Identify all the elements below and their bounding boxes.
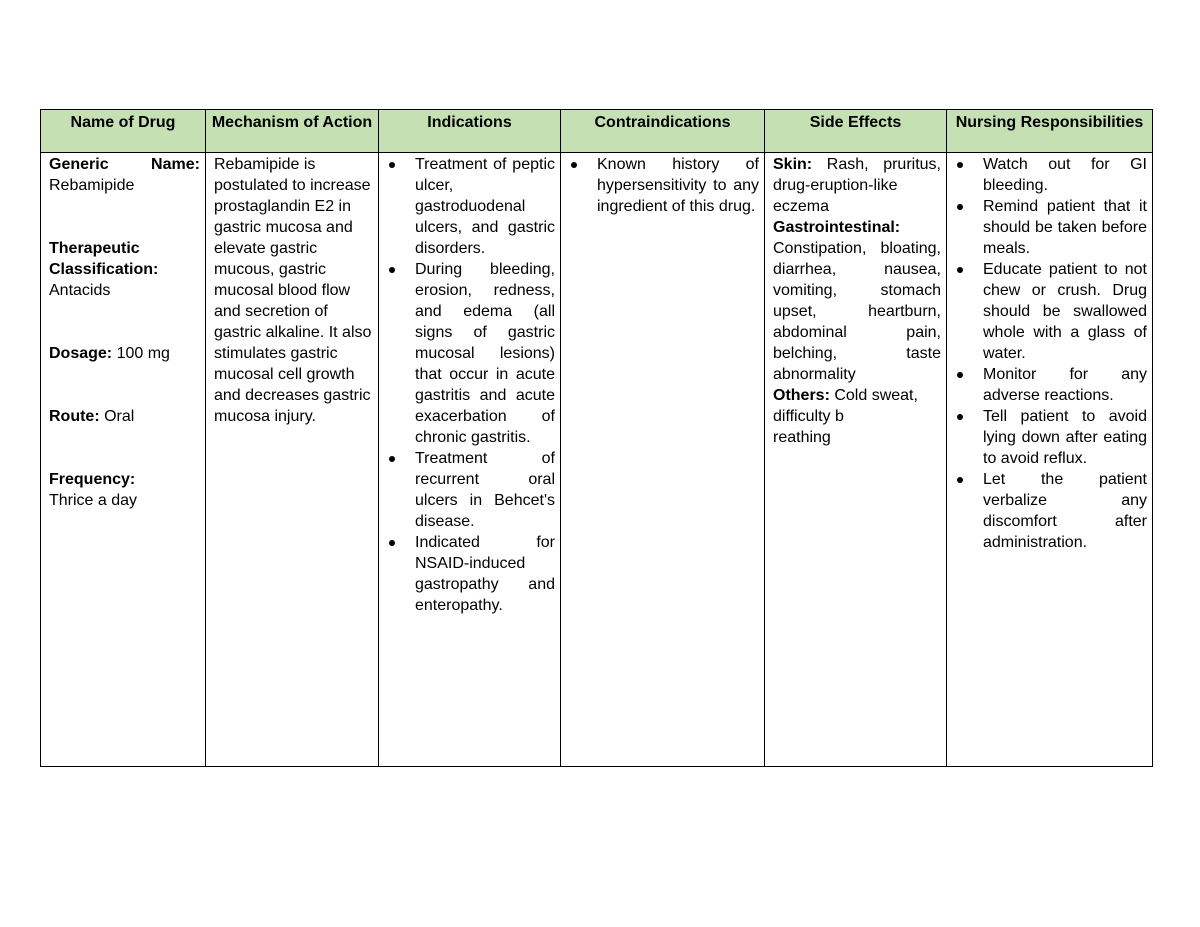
drug-study-table xyxy=(40,109,1153,767)
cell-name-of-drug xyxy=(41,153,206,767)
cell-side-effects xyxy=(765,153,947,767)
header-indications: Indications xyxy=(379,110,561,153)
list-item xyxy=(387,154,555,259)
side-effects-skin xyxy=(773,154,941,217)
cell-contraindications xyxy=(561,153,765,767)
route-label: Route: xyxy=(49,408,100,425)
header-row xyxy=(41,110,1153,153)
list-item-text: Watch out for GI bleeding. xyxy=(983,156,1147,194)
list-item-text: Treatment of recurrent oral ulcers in Behcet's disease. xyxy=(415,450,555,530)
list-item xyxy=(387,259,555,448)
nursing-list xyxy=(955,154,1147,553)
list-item-text: Indicated for NSAID-induced gastropathy and enteropathy. xyxy=(415,534,555,614)
gastrointestinal-label: Gastrointestinal: xyxy=(773,219,901,236)
bullet-icon xyxy=(389,456,395,462)
bullet-icon xyxy=(957,414,963,420)
contraindications-list xyxy=(569,154,759,217)
side-effects-others xyxy=(773,385,941,427)
others-value: Cold sweat, difficulty b xyxy=(773,387,918,425)
list-item xyxy=(955,406,1147,469)
skin-value: Rash, pruritus, drug-eruption-like eczema xyxy=(773,156,941,215)
header-contraindications: Contraindications xyxy=(561,110,765,153)
therapeutic-classification-label: Therapeutic Classification: xyxy=(49,240,159,278)
frequency-label: Frequency: xyxy=(49,471,136,488)
header-nursing-responsibilities: Nursing Responsibilities xyxy=(947,110,1153,153)
generic-name-label: Generic Name: xyxy=(49,156,200,173)
header-side-effects: Side Effects xyxy=(765,110,947,153)
cell-indications xyxy=(379,153,561,767)
bullet-icon xyxy=(957,204,963,210)
bullet-icon xyxy=(389,540,395,546)
list-item xyxy=(955,259,1147,364)
header-name-of-drug: Name of Drug xyxy=(41,110,206,153)
cell-mechanism xyxy=(206,153,379,767)
generic-name-value: Rebamipide xyxy=(49,177,135,194)
gastrointestinal-value: Constipation, bloating, diarrhea, nausea, vomiting, stomach upset, heartburn, abdominal pain, belching, taste abnormality xyxy=(773,240,941,383)
list-item xyxy=(569,154,759,217)
bullet-icon xyxy=(957,477,963,483)
list-item xyxy=(955,469,1147,553)
list-item-text: Treatment of peptic ulcer, gastroduodenal ulcers, and gastric disorders. xyxy=(415,156,555,257)
list-item-text: Educate patient to not chew or crush. Drug should be swallowed whole with a glass of water. xyxy=(983,261,1147,362)
list-item-text: Known history of hypersensitivity to any ingredient of this drug. xyxy=(597,156,759,215)
dosage xyxy=(49,343,200,364)
list-item-text: Tell patient to avoid lying down after eating to avoid reflux. xyxy=(983,408,1147,467)
dosage-label: Dosage: xyxy=(49,345,113,362)
route xyxy=(49,406,200,427)
list-item xyxy=(955,364,1147,406)
bullet-icon xyxy=(957,267,963,273)
bullet-icon xyxy=(957,372,963,378)
list-item xyxy=(955,154,1147,196)
therapeutic-classification-value: Antacids xyxy=(49,282,111,299)
list-item-text: Remind patient that it should be taken before meals. xyxy=(983,198,1147,257)
generic-name xyxy=(49,154,200,175)
others-value-cont: reathing xyxy=(773,429,831,446)
dosage-value: 100 mg xyxy=(112,345,170,362)
bullet-icon xyxy=(389,162,395,168)
list-item-text: Monitor for any adverse reactions. xyxy=(983,366,1147,404)
mechanism-text: Rebamipide is postulated to increase prostaglandin E2 in gastric mucosa and elevate gastric mucous, gastric mucosal blood flow and secretion of gastric alkaline. It also stimulates gastric mucosal cell growth and decreases gastric mucosa injury. xyxy=(214,156,372,425)
table-row xyxy=(41,153,1153,767)
list-item xyxy=(387,532,555,616)
bullet-icon xyxy=(571,162,577,168)
list-item-text: During bleeding, erosion, redness, and edema (all signs of gastric mucosal lesions) that occur in acute gastritis and acute exacerbation of chronic gastritis. xyxy=(415,261,555,446)
route-value: Oral xyxy=(99,408,135,425)
list-item xyxy=(955,196,1147,259)
bullet-icon xyxy=(957,162,963,168)
cell-nursing xyxy=(947,153,1153,767)
bullet-icon xyxy=(389,267,395,273)
list-item xyxy=(387,448,555,532)
skin-label: Skin: xyxy=(773,156,813,173)
indications-list xyxy=(387,154,555,616)
header-mechanism: Mechanism of Action xyxy=(206,110,379,153)
frequency-value: Thrice a day xyxy=(49,492,138,509)
list-item-text: Let the patient verbalize any discomfort after administration. xyxy=(983,471,1147,551)
others-label: Others: xyxy=(773,387,830,404)
